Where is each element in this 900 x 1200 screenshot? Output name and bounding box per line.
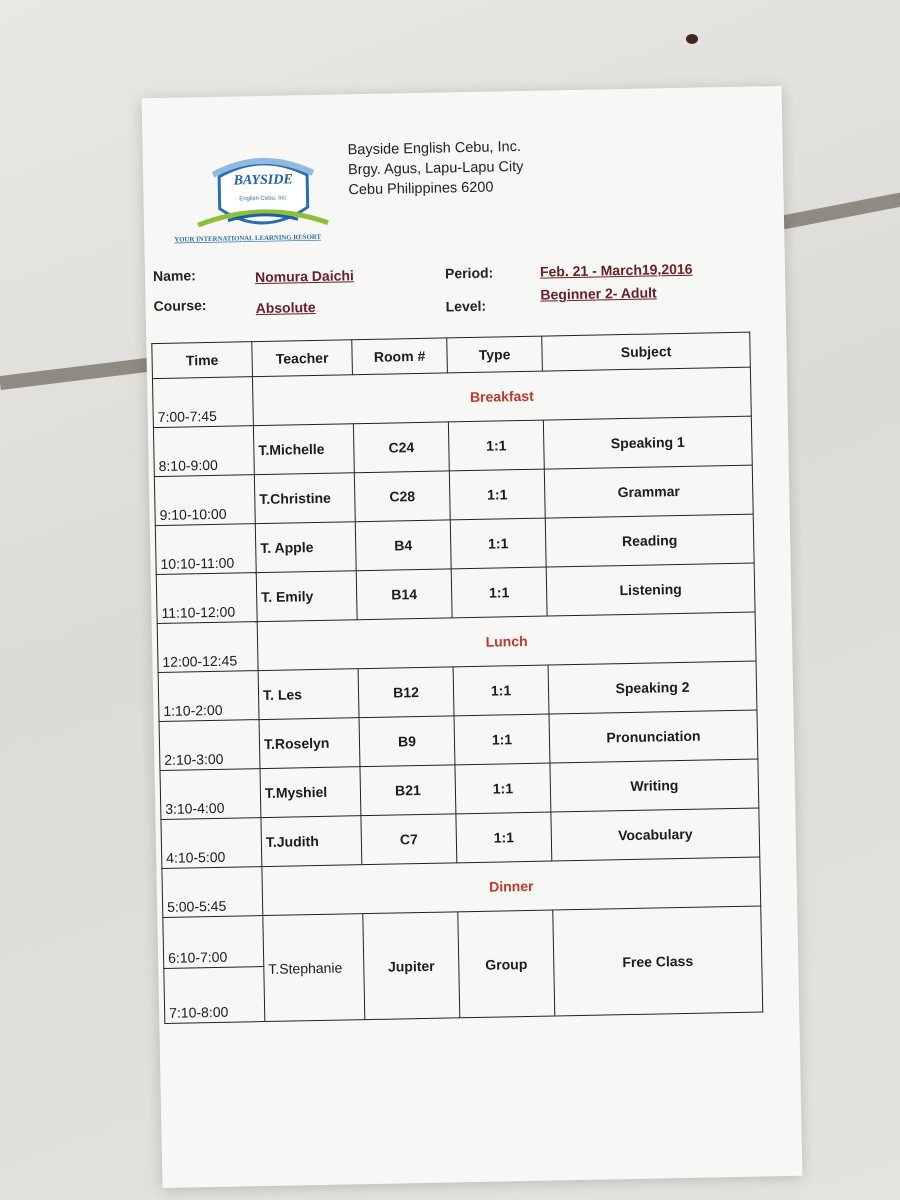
teacher-cell: T. Apple xyxy=(255,522,356,573)
room-cell: C7 xyxy=(361,814,457,865)
level-label: Level: xyxy=(445,297,487,315)
time-cell: 6:10-7:00 xyxy=(163,916,264,969)
room-cell: B12 xyxy=(358,667,454,718)
type-cell: 1:1 xyxy=(451,567,547,618)
subject-cell: Pronunciation xyxy=(549,710,758,763)
time-cell: 5:00-5:45 xyxy=(162,867,263,918)
subject-cell: Free Class xyxy=(553,906,763,1016)
time-cell: 7:00-7:45 xyxy=(152,377,253,428)
floor-stain xyxy=(686,34,698,44)
student-name: Nomura Daichi xyxy=(254,267,354,286)
room-cell: Jupiter xyxy=(363,912,460,1020)
floor-tile-grout xyxy=(0,355,170,390)
type-cell: 1:1 xyxy=(453,665,549,716)
teacher-cell: T.Roselyn xyxy=(259,718,360,769)
time-cell: 3:10-4:00 xyxy=(160,769,261,820)
time-cell: 2:10-3:00 xyxy=(159,720,260,771)
header-subject: Subject xyxy=(542,332,751,371)
time-cell: 9:10-10:00 xyxy=(154,475,255,526)
level-value: Beginner 2- Adult xyxy=(540,284,657,303)
svg-text:English Cebu, Inc.: English Cebu, Inc. xyxy=(239,195,288,203)
teacher-cell: T.Stephanie xyxy=(263,914,365,1022)
company-address xyxy=(347,137,524,200)
period-value: Feb. 21 - March19,2016 xyxy=(539,260,693,280)
schedule-sheet xyxy=(142,86,803,1188)
type-cell: Group xyxy=(458,910,555,1018)
company-street: Brgy. Agus, Lapu-Lapu City xyxy=(347,158,524,179)
time-cell: 10:10-11:00 xyxy=(155,524,256,575)
time-cell: 8:10-9:00 xyxy=(153,426,254,477)
teacher-cell: T. Emily xyxy=(256,571,357,622)
header-room: Room # xyxy=(352,338,448,375)
subject-cell: Grammar xyxy=(544,465,753,518)
header-teacher: Teacher xyxy=(252,340,353,377)
teacher-cell: T.Myshiel xyxy=(260,767,361,818)
subject-cell: Writing xyxy=(550,759,759,812)
table-row xyxy=(163,906,762,968)
floor-tile-grout xyxy=(769,191,900,231)
time-cell: 11:10-12:00 xyxy=(156,573,257,624)
teacher-cell: T.Michelle xyxy=(253,424,354,475)
school-logo xyxy=(156,130,358,244)
header-time: Time xyxy=(152,342,253,379)
room-cell: B21 xyxy=(360,765,456,816)
type-cell: 1:1 xyxy=(454,714,550,765)
teacher-cell: T. Les xyxy=(258,669,359,720)
meal-cell: Lunch xyxy=(257,612,756,671)
room-cell: B9 xyxy=(359,716,455,767)
type-cell: 1:1 xyxy=(448,420,544,471)
subject-cell: Listening xyxy=(546,563,755,616)
type-cell: 1:1 xyxy=(450,518,546,569)
room-cell: B14 xyxy=(356,569,452,620)
meal-cell: Dinner xyxy=(262,857,761,916)
subject-cell: Speaking 1 xyxy=(543,416,752,469)
meal-cell: Breakfast xyxy=(252,367,751,426)
room-cell: B4 xyxy=(355,520,451,571)
time-cell: 4:10-5:00 xyxy=(161,818,262,869)
svg-text:BAYSIDE: BAYSIDE xyxy=(233,172,293,189)
type-cell: 1:1 xyxy=(456,812,552,863)
type-cell: 1:1 xyxy=(449,469,545,520)
schedule-table xyxy=(151,332,763,1024)
time-cell: 7:10-8:00 xyxy=(164,967,265,1024)
subject-cell: Vocabulary xyxy=(551,808,760,861)
svg-text:YOUR INTERNATIONAL LEARNING RE: YOUR INTERNATIONAL LEARNING RESORT xyxy=(174,233,322,244)
company-name: Bayside English Cebu, Inc. xyxy=(347,138,522,159)
teacher-cell: T.Christine xyxy=(254,473,355,524)
room-cell: C24 xyxy=(353,422,449,473)
room-cell: C28 xyxy=(354,471,450,522)
name-label: Name: xyxy=(152,267,196,285)
header-type: Type xyxy=(447,336,543,373)
teacher-cell: T.Judith xyxy=(261,816,362,867)
period-label: Period: xyxy=(444,264,494,282)
time-cell: 1:10-2:00 xyxy=(158,671,259,722)
course-label: Course: xyxy=(153,297,207,315)
company-city: Cebu Philippines 6200 xyxy=(348,179,494,199)
course-value: Absolute xyxy=(255,298,316,317)
subject-cell: Reading xyxy=(545,514,754,567)
type-cell: 1:1 xyxy=(455,763,551,814)
subject-cell: Speaking 2 xyxy=(548,661,757,714)
time-cell: 12:00-12:45 xyxy=(157,622,258,673)
